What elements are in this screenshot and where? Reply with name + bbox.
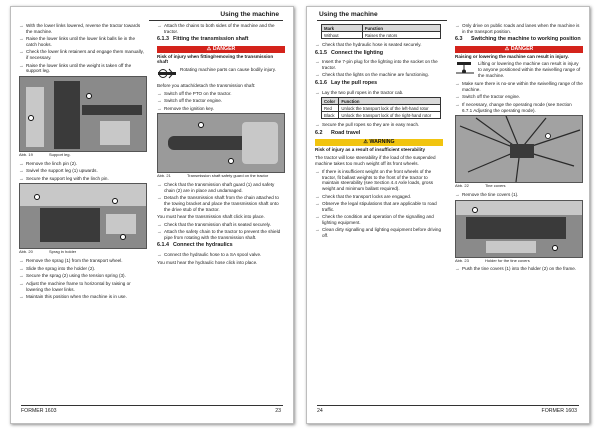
instruction-step: → Secure the sprag (2) using the tension spring (3). [19, 273, 147, 279]
header-rule [317, 20, 447, 21]
danger-box: ⚠ DANGER Raising or lowering the machine can result in injury. Lifting or lowering the machine can result in injury to anyone positioned within the swivelling range of the machine. [455, 46, 583, 78]
instruction-step: → Lay the two pull ropes in the tractor cab. [315, 90, 443, 96]
instruction-step: → Clean dirty signalling and lighting equipment before driving off. [315, 227, 443, 238]
figure-caption: Abb. 22 Tine covers [455, 183, 506, 189]
footer-model: FORMER 1603 [21, 408, 57, 414]
table-header: Mark [322, 25, 363, 32]
instruction-list [157, 182, 285, 212]
instruction-step: → Secure the pull ropes so they are in easy reach. [315, 122, 443, 128]
instruction-step: → Observe the legal stipulations that are applicable to road traffic. [315, 201, 443, 212]
manual-page-24 [306, 6, 590, 424]
figure-caption: Abb. 19 Support leg. [19, 151, 71, 157]
instruction-step: → Push the tine covers (1) into the holder (2) on the frame. [455, 266, 583, 272]
page-number: 23 [275, 408, 281, 414]
instruction-list [455, 81, 583, 113]
instruction-step: → Secure the support leg with the linch pin. [19, 176, 147, 182]
figure-sprag-holder [19, 183, 147, 249]
instruction-step: → Swivel the support leg (1) upwards. [19, 168, 147, 174]
section-heading: 6.3 Switching the machine to working position [455, 36, 581, 43]
page-header: Using the machine [220, 11, 279, 18]
crushing-hazard-icon [455, 61, 475, 74]
table-cell: Red [322, 105, 339, 112]
instruction-list [315, 59, 443, 78]
section-heading: 6.2 Road travel [315, 129, 361, 136]
instruction-step: → Check the lower link retainers and engage them manually, if necessary. [19, 49, 147, 60]
manual-page-23 [10, 6, 294, 424]
figure-caption: Abb. 23 Holder for the tine covers [455, 257, 530, 263]
left-column-2 [157, 23, 285, 267]
warning-triangle-icon: ⚠ [504, 45, 510, 52]
instruction-list [157, 222, 285, 241]
body-text: You must hear the hydraulic hose click into place. [157, 259, 258, 265]
footer-rule [317, 405, 579, 406]
instruction-step: → Detach the transmission shaft from the chain attached to the towing bracket and place the transmission shaft onto the drive stub of the tractor. [157, 195, 285, 212]
instruction-step: → Connect the hydraulic hose to a SA spool valve. [157, 252, 285, 258]
body-text: You must hear the transmission shaft click into place. [157, 214, 265, 220]
table-header: Function [362, 25, 440, 32]
page-number: 24 [317, 408, 323, 414]
rotating-parts-icon [157, 67, 177, 80]
instruction-step: → Attach the safety chain to the tractor to prevent the shield pipe from rotating with the transmission shaft. [157, 229, 285, 240]
instruction-step: → Only drive on public roads and lanes when the machine is in the transport position. [455, 23, 583, 34]
warning-box [315, 139, 443, 166]
instruction-step: → Maintain this position when the machine is in use. [19, 294, 147, 300]
table-cell: Unlock the transport lock of the right-hand rotor [339, 112, 441, 119]
footer-model: FORMER 1603 [541, 408, 577, 414]
instruction-step: → If there is insufficient weight on the front wheels of the tractor, fit ballast weights to the front of the tractor to maintain steerability (see Section 4.4 Axle loads, gross weight and minimum ballast required). [315, 169, 443, 191]
instruction-step: → Check that the transmission shaft guard (1) and safety chain (2) are in place and undamaged. [157, 182, 285, 193]
instruction-step: → Remove the sprag (1) from the transport wheel. [19, 258, 147, 264]
warning-triangle-icon: ⚠ [363, 139, 369, 146]
instruction-step: → Switch off the tractor engine. [455, 94, 583, 100]
warning-title: Risk of injury as a result of insufficient steerability [315, 147, 426, 153]
instruction-step: → Insert the 7-pin plug for the lighting into the socket on the tractor. [315, 59, 443, 70]
instruction-list [19, 161, 147, 182]
instruction-step: → Raise the lower links until the weight is taken off the support leg. [19, 63, 147, 74]
instruction-list [315, 169, 443, 239]
page-header: Using the machine [319, 11, 378, 18]
instruction-list [455, 23, 583, 34]
instruction-list [157, 23, 285, 34]
instruction-list [315, 122, 443, 128]
figure-support-leg [19, 76, 147, 152]
instruction-step: → Switch off the tractor engine. [157, 98, 285, 104]
instruction-step: → Check that the lights on the machine are functioning. [315, 72, 443, 78]
instruction-step: → With the lower links lowered, reverse the tractor towards the machine. [19, 23, 147, 34]
figure-tine-covers [455, 115, 583, 183]
figure-caption: Abb. 20 Sprag in holder [19, 249, 77, 255]
figure-tine-cover-holder [455, 200, 583, 258]
instruction-step: → Check the condition and operation of the signalling and lighting equipment. [315, 214, 443, 225]
instruction-step: → Switch off the PTO on the tractor. [157, 91, 285, 97]
warning-label: ⚠ WARNING [315, 139, 443, 146]
instruction-step: → Adjust the machine frame to horizontal by raising or lowering the lower links. [19, 281, 147, 292]
danger-label: ⚠ DANGER [157, 46, 285, 53]
section-heading: 6.1.4 Connect the hydraulics [157, 242, 233, 249]
table-cell: Raises the rotors [362, 32, 440, 39]
table-row [322, 32, 441, 39]
section-heading: 6.1.3 Fitting the transmission shaft [157, 36, 249, 43]
warning-text: The tractor will lose steerability if the load of the suspended machine takes too much weight off its front wheels. [315, 154, 436, 166]
danger-box: ⚠ DANGER Risk of injury when fitting/removing the transmission shaft Rotating machine parts can cause bodily injury. [157, 46, 285, 80]
instruction-list [455, 192, 583, 198]
instruction-list [19, 258, 147, 300]
instruction-list [315, 90, 443, 96]
section-heading: 6.1.6 Lay the pull ropes [315, 79, 378, 86]
left-column-1 [19, 23, 147, 302]
header-rule [149, 20, 283, 21]
instruction-step: → If necessary, change the operating mode (see Section 6.7.1 Adjusting the operating mode). [455, 102, 583, 113]
danger-label: ⚠ DANGER [455, 46, 583, 53]
table-cell: Black [322, 112, 339, 119]
warning-triangle-icon: ⚠ [206, 45, 212, 52]
footer-rule [21, 405, 283, 406]
hydraulics-table [321, 24, 441, 39]
table-row [322, 112, 441, 119]
table-header: Color [322, 98, 339, 105]
instruction-step: → Make sure there is no-one within the swivelling range of the machine. [455, 81, 583, 92]
instruction-list [455, 266, 583, 272]
instruction-step: → Raise the lower links until the lower link balls lie in the catch hooks. [19, 36, 147, 47]
section-heading: 6.1.5 Connect the lighting [315, 49, 384, 56]
danger-title: Risk of injury when fitting/removing the transmission shaft [157, 53, 274, 65]
instruction-step: → Remove the linch pin (2). [19, 161, 147, 167]
right-column-1 [315, 23, 443, 241]
instruction-step: → Check that the transmission shaft is seated securely. [157, 222, 285, 228]
body-text: Before you attach/detach the transmission shaft: [157, 82, 256, 88]
instruction-step: → Remove the ignition key. [157, 106, 285, 112]
table-row [322, 105, 441, 112]
instruction-step: → Check that the hydraulic hose is seated securely. [315, 42, 443, 48]
figure-transmission-shaft [157, 113, 285, 173]
instruction-list [315, 42, 443, 48]
danger-title: Raising or lowering the machine can result in injury. [455, 53, 569, 59]
instruction-list [19, 23, 147, 74]
instruction-list [157, 91, 285, 112]
figure-caption: Abb. 21 Transmission shaft safety guard on the tractor [157, 173, 269, 179]
instruction-step: → Attach the chains to both sides of the machine and the tractor. [157, 23, 285, 34]
table-cell: Unlock the transport lock of the left-hand rotor [339, 105, 441, 112]
table-header: Function [339, 98, 441, 105]
table-cell: Without [322, 32, 363, 39]
pull-ropes-table [321, 97, 441, 119]
right-column-2 [455, 23, 583, 274]
instruction-step: → Check that the transport locks are engaged. [315, 194, 443, 200]
instruction-step: → Slide the sprag into the holder (2). [19, 266, 147, 272]
instruction-step: → Remove the tine covers (1). [455, 192, 583, 198]
instruction-list [157, 252, 285, 258]
